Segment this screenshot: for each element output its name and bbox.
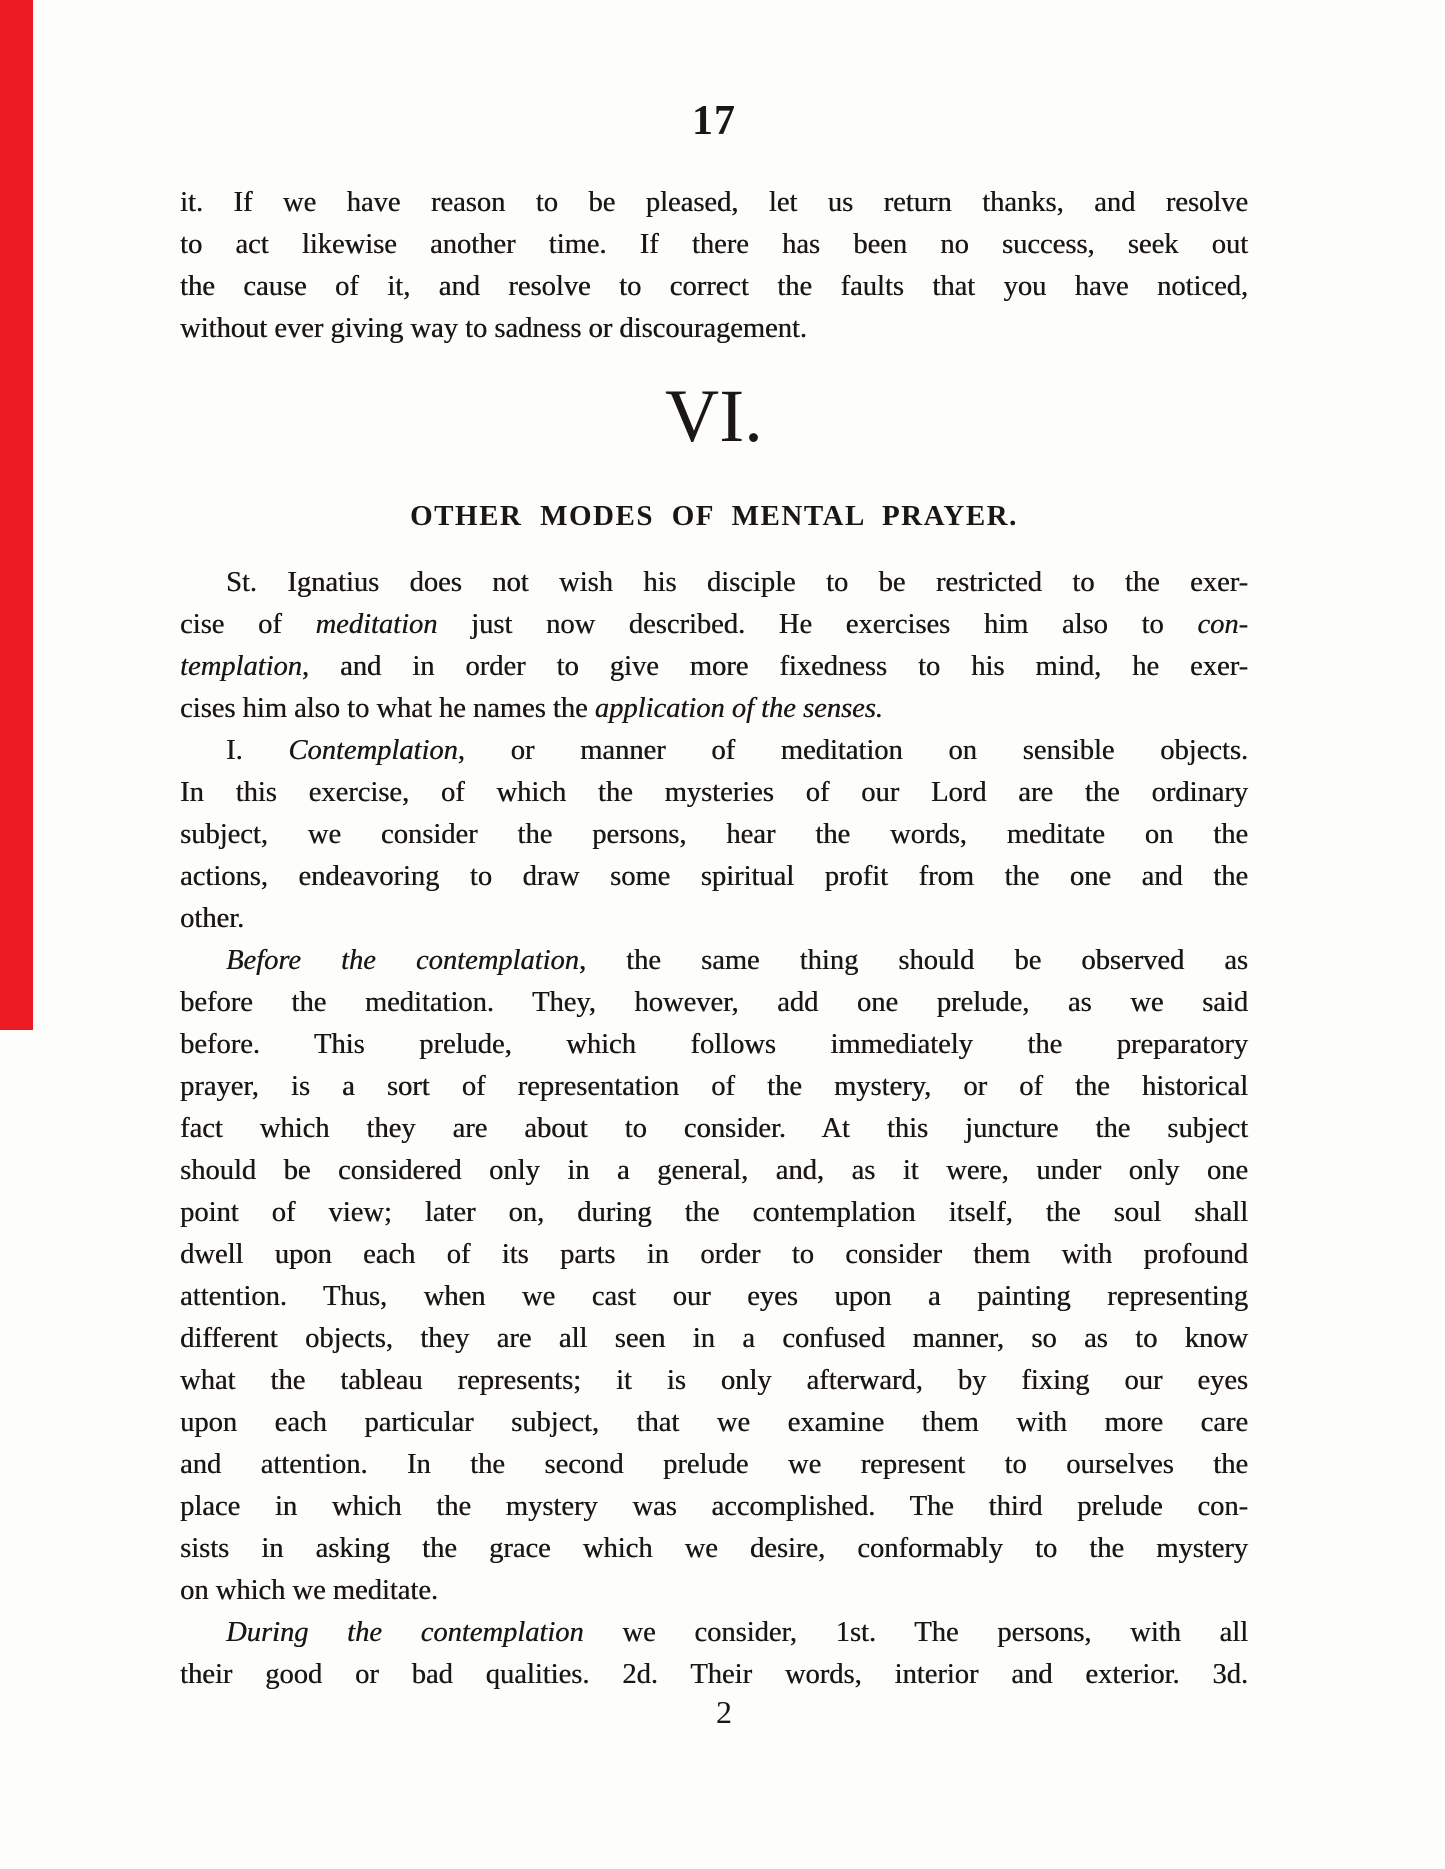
text-line: point of view; later on, during the contemplation itself, the soul shall bbox=[180, 1197, 1248, 1228]
text-line: other. bbox=[180, 903, 245, 934]
text-line: should be considered only in a general, and, as it were, under only one bbox=[180, 1155, 1248, 1186]
continued-paragraph bbox=[180, 182, 1248, 350]
text-line: upon each particular subject, that we examine them with more care bbox=[180, 1407, 1248, 1438]
text-line: before. This prelude, which follows immediately the preparatory bbox=[180, 1029, 1248, 1060]
chapter-numeral: VI. bbox=[665, 375, 763, 458]
text-line: fact which they are about to consider. At this juncture the subject bbox=[180, 1113, 1248, 1144]
text-line: to act likewise another time. If there has been no success, seek out bbox=[180, 229, 1248, 260]
text-line: before the meditation. They, however, add one prelude, as we said bbox=[180, 987, 1248, 1018]
text-line: and attention. In the second prelude we represent to ourselves the bbox=[180, 1449, 1248, 1480]
text-line: different objects, they are all seen in a confused manner, so as to know bbox=[180, 1323, 1248, 1354]
section-subheading: OTHER MODES OF MENTAL PRAYER. bbox=[410, 500, 1018, 532]
text-line: Before the contemplation, the same thing should be observed as bbox=[226, 945, 1248, 976]
text-line: actions, endeavoring to draw some spiritual profit from the one and the bbox=[180, 861, 1248, 892]
text-line: During the contemplation we consider, 1st. The persons, with all bbox=[226, 1617, 1248, 1648]
text-line: sists in asking the grace which we desire, conformably to the mystery bbox=[180, 1533, 1248, 1564]
text-line: dwell upon each of its parts in order to consider them with profound bbox=[180, 1239, 1248, 1270]
text-line: I. Contemplation, or manner of meditation on sensible objects. bbox=[226, 735, 1249, 766]
text-line: cises him also to what he names the application of the senses. bbox=[180, 693, 883, 724]
text-line: prayer, is a sort of representation of the mystery, or of the historical bbox=[180, 1071, 1248, 1102]
body-text bbox=[180, 562, 1248, 1696]
text-line: it. If we have reason to be pleased, let us return thanks, and resolve bbox=[180, 187, 1248, 218]
red-edge-marker bbox=[0, 0, 33, 1030]
text-line: what the tableau represents; it is only afterward, by fixing our eyes bbox=[180, 1365, 1248, 1396]
text-line: without ever giving way to sadness or discouragement. bbox=[180, 313, 807, 344]
text-line: St. Ignatius does not wish his disciple to be restricted to the exer- bbox=[226, 567, 1248, 598]
text-line: cise of meditation just now described. He exercises him also to con- bbox=[180, 609, 1248, 640]
text-line: In this exercise, of which the mysteries of our Lord are the ordinary bbox=[180, 777, 1248, 808]
text-line: place in which the mystery was accomplished. The third prelude con- bbox=[180, 1491, 1248, 1522]
text-line: subject, we consider the persons, hear the words, meditate on the bbox=[180, 819, 1248, 850]
text-line: the cause of it, and resolve to correct the faults that you have noticed, bbox=[180, 271, 1248, 302]
text-line: attention. Thus, when we cast our eyes upon a painting representing bbox=[180, 1281, 1248, 1312]
text-line: on which we meditate. bbox=[180, 1575, 439, 1606]
text-line: templation, and in order to give more fixedness to his mind, he exer- bbox=[180, 651, 1248, 682]
signature-mark: 2 bbox=[716, 1694, 732, 1730]
page-number: 17 bbox=[692, 98, 736, 144]
text-line: their good or bad qualities. 2d. Their words, interior and exterior. 3d. bbox=[180, 1659, 1248, 1690]
